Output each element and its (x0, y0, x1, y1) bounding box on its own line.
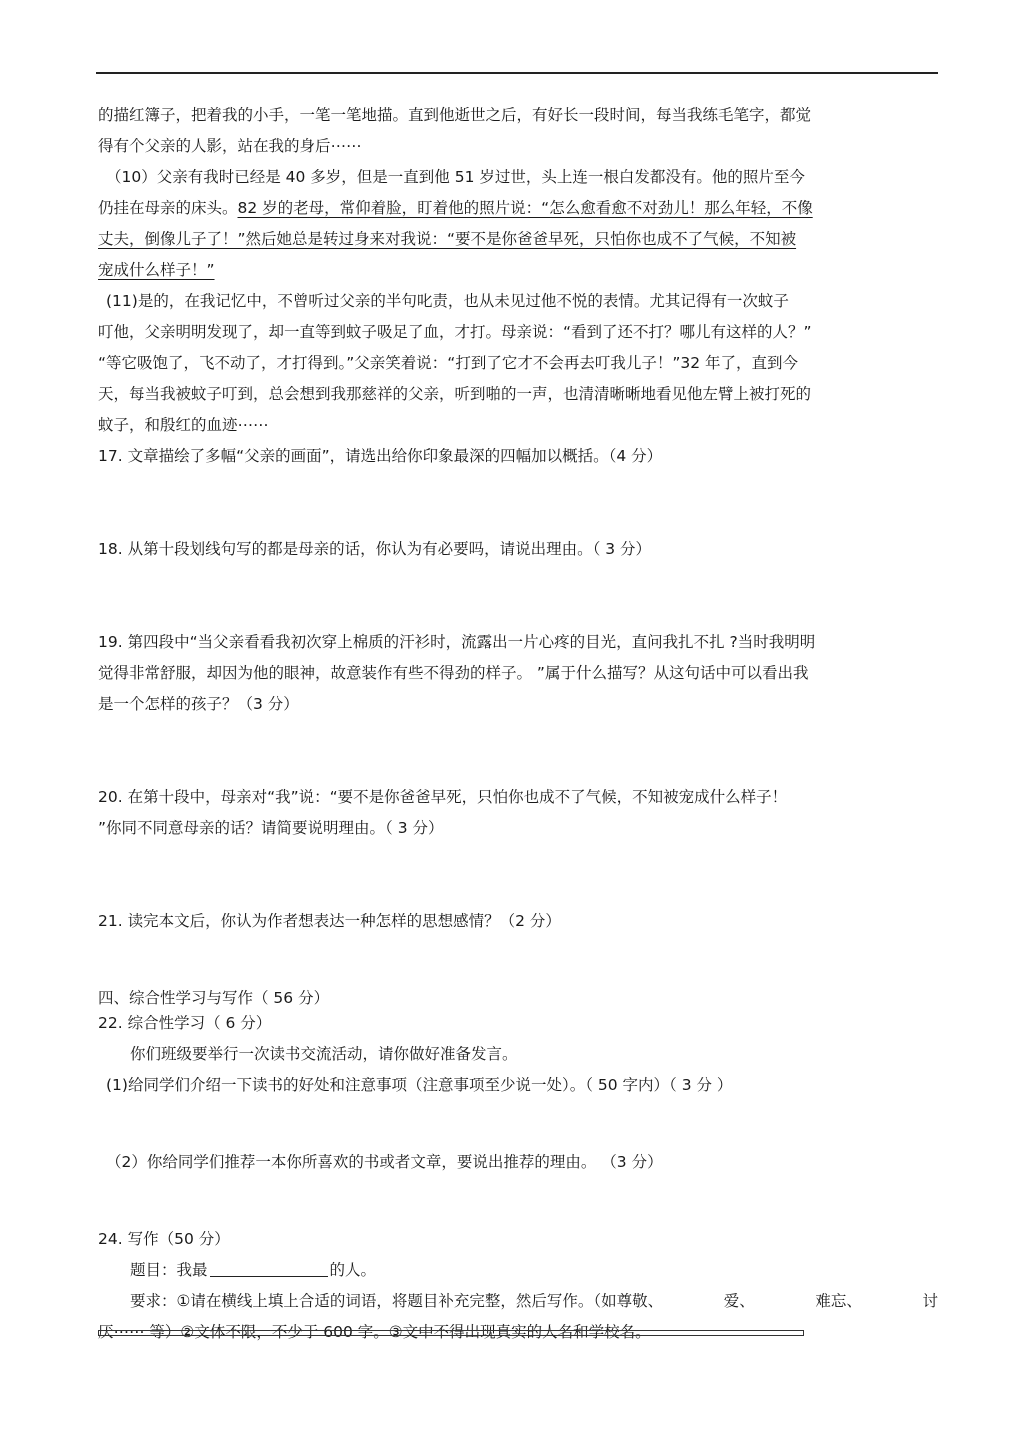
answer-space-19 (98, 720, 938, 782)
question-22-part1: (1)给同学们介绍一下读书的好处和注意事项（注意事项至少说一处）。（ 50 字内）（ 3 分 ） (106, 1076, 733, 1094)
exam-page (98, 100, 938, 1348)
para11-line3: “等它吸饱了，飞不动了，才打得到。”父亲笑着说：“打到了它才不会再去叮我儿子！”32 年了，直到今 (98, 354, 799, 372)
para10-line4: 宠成什么样子！” (98, 261, 215, 279)
para9-line1: 的描红簿子，把着我的小手，一笔一笔地描。直到他逝世之后，有好长一段时间，每当我练毛笔字，都觉 (98, 106, 812, 124)
para10-line2: 仍挂在母亲的床头。82 岁的老母，常仰着脸，盯着他的照片说：“怎么愈看愈不对劲儿！那么年轻，不像 (98, 199, 813, 217)
topic-fill-blank (210, 1275, 328, 1277)
question-24-requirements-line2: 厌⋯⋯ 等）②文体不限，不少于 600 字。③文中不得出现真实的人名和学校名。 (98, 1323, 651, 1341)
para9-line2: 得有个父亲的人影，站在我的身后⋯⋯ (98, 137, 362, 155)
question-24-topic: 题目：我最 的人。 (130, 1261, 377, 1279)
question-17: 17. 文章描绘了多幅“父亲的画面”，请选出给你印象最深的四幅加以概括。（4 分） (98, 447, 663, 465)
answer-space-21 (98, 937, 938, 983)
para11-line2: 叮他，父亲明明发现了，却一直等到蚊子吸足了血，才打。母亲说：“看到了还不打？哪儿有这样的人？” (98, 323, 812, 341)
question-24-title: 24. 写作（50 分） (98, 1230, 230, 1248)
section-4-heading: 四、综合性学习与写作（ 56 分） (98, 989, 330, 1007)
question-20-line1: 20. 在第十段中，母亲对“我”说：“要不是你爸爸早死，只怕你也成不了气候，不知被宠成什么样子！ (98, 788, 788, 806)
question-19-line1: 19. 第四段中“当父亲看看我初次穿上棉质的汗衫时，流露出一片心疼的目光，直问我扎不扎 ?当时我明明 (98, 633, 816, 651)
question-19-line2: 觉得非常舒服，却因为他的眼神，故意装作有些不得劲的样子。 ”属于什么描写？从这句话中可以看出我 (98, 664, 809, 682)
para10-line3: 丈夫，倒像儿子了！”然后她总是转过身来对我说：“要不是你爸爸早死，只怕你也成不了气候，不知被 (98, 230, 797, 248)
answer-space-22-2 (98, 1178, 938, 1224)
answer-space-20 (98, 844, 938, 906)
answer-space-18 (98, 565, 938, 627)
footer-bar (98, 1330, 804, 1336)
question-20-line2: ”你同不同意母亲的话？请简要说明理由。（ 3 分） (98, 819, 444, 837)
para11-line4: 天，每当我被蚊子叮到，总会想到我那慈祥的父亲，听到啪的一声，也清清晰晰地看见他左臂上被打死的 (98, 385, 812, 403)
underlined-sentence: 82 岁的老母，常仰着脸，盯着他的照片说：“怎么愈看愈不对劲儿！那么年轻，不像 (237, 199, 813, 217)
question-22-part2: （2）你给同学们推荐一本你所喜欢的书或者文章，要说出推荐的理由。 （3 分） (106, 1153, 663, 1171)
question-18: 18. 从第十段划线句写的都是母亲的话，你认为有必要吗，请说出理由。（ 3 分） (98, 540, 652, 558)
para10-line1: （10）父亲有我时已经是 40 多岁，但是一直到他 51 岁过世，头上连一根白发都没有。他的照片至今 (106, 168, 805, 186)
question-24-requirements-line1: 要求：①请在横线上填上合适的词语，将题目补充完整，然后写作。（如尊敬、 爱、 难忘、 讨 (130, 1292, 938, 1310)
answer-space-22-1 (98, 1101, 938, 1147)
question-22-intro: 你们班级要举行一次读书交流活动，请你做好准备发言。 (130, 1045, 518, 1063)
answer-space-17 (98, 472, 938, 534)
para11-line1: (11)是的，在我记忆中，不曾听过父亲的半句叱责，也从未见过他不悦的表情。尤其记得有一次蚊子 (106, 292, 789, 310)
question-21: 21. 读完本文后，你认为作者想表达一种怎样的思想感情？（2 分） (98, 912, 561, 930)
header-rule (96, 72, 938, 74)
para11-line5: 蚊子，和殷红的血迹⋯⋯ (98, 416, 269, 434)
question-19-line3: 是一个怎样的孩子？（3 分） (98, 695, 299, 713)
question-22-title: 22. 综合性学习（ 6 分） (98, 1014, 272, 1032)
